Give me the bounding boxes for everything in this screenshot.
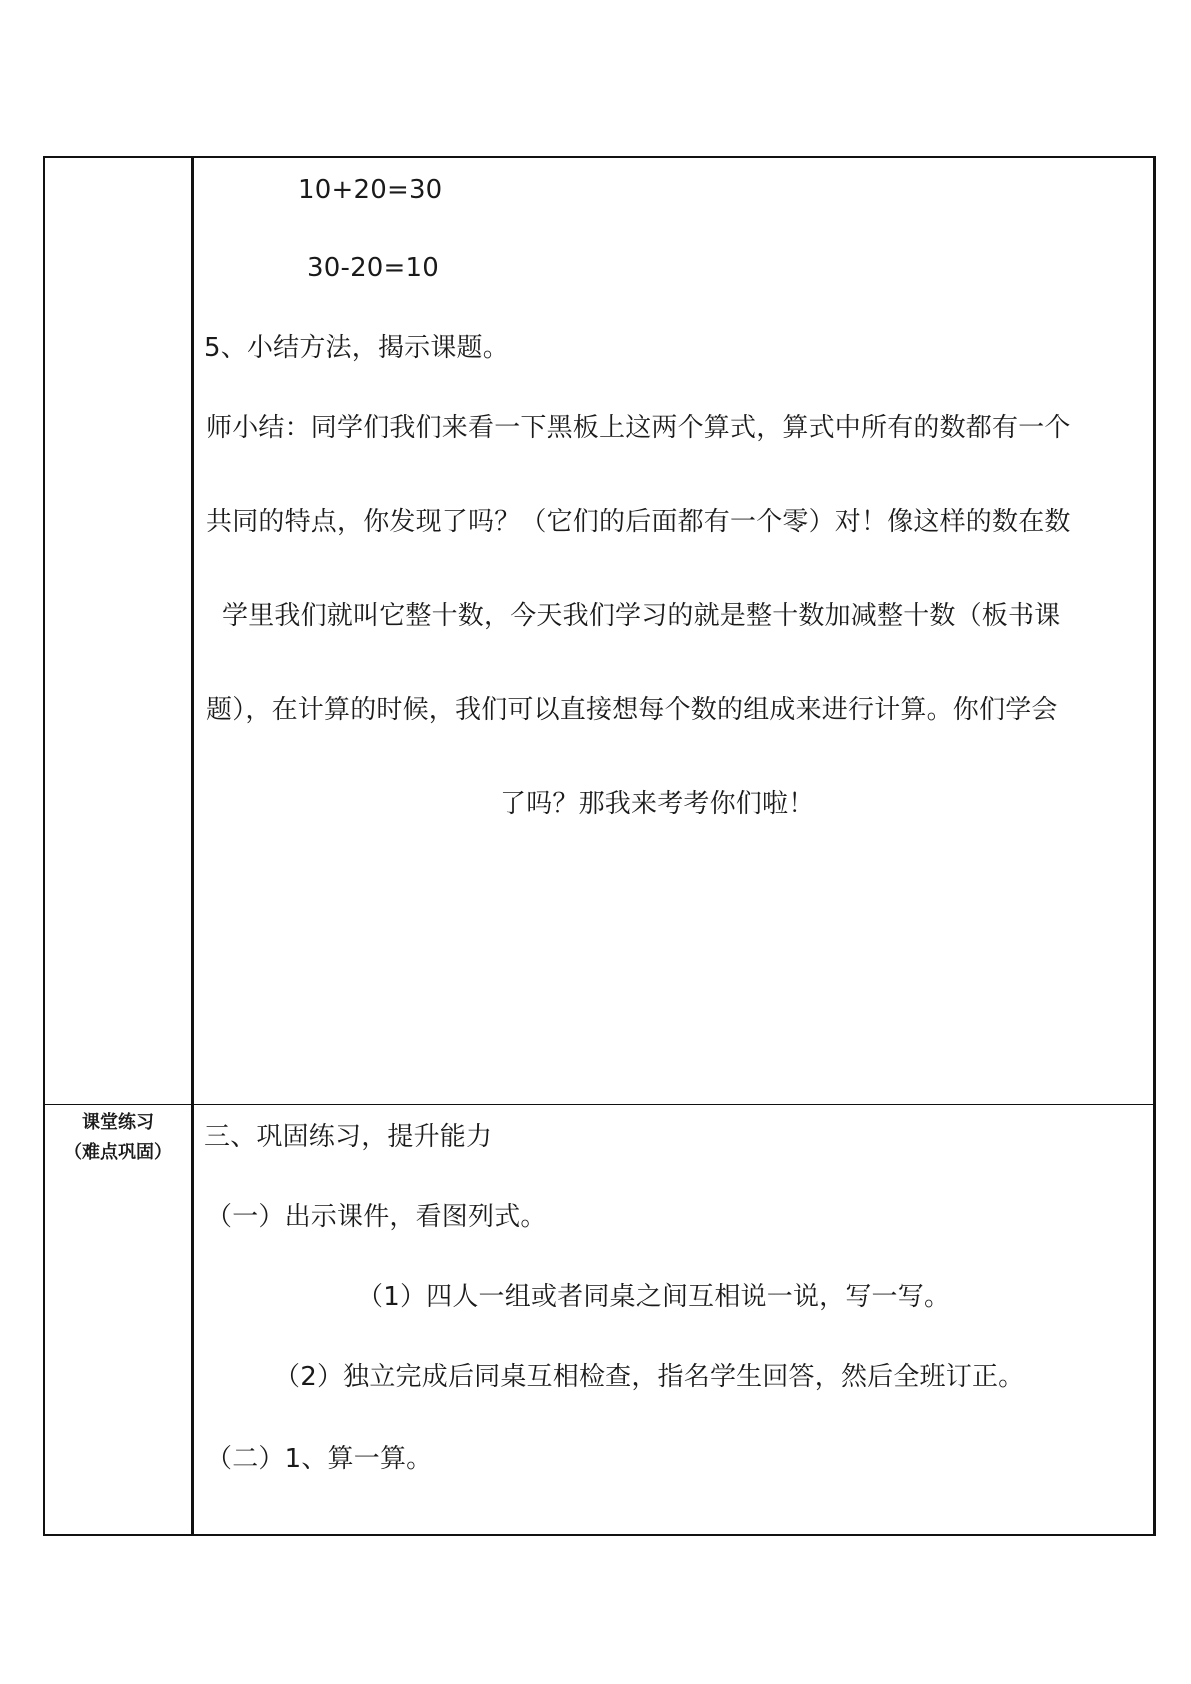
row2-label-subtitle: （难点巩固） xyxy=(64,1142,172,1163)
equation-addition: 10+20=30 xyxy=(298,175,443,205)
row1-label-cell xyxy=(44,158,192,1104)
equation-subtraction: 30-20=10 xyxy=(307,253,440,283)
row1-content-cell xyxy=(194,158,1154,1104)
step-heading: 5、小结方法，揭示课题。 xyxy=(204,333,509,363)
row2-label-title: 课堂练习 xyxy=(82,1112,154,1133)
row2-content-cell xyxy=(194,1105,1154,1534)
practice-item-2: （二）1、算一算。 xyxy=(206,1444,433,1474)
summary-line-5: 了吗？那我来考考你们啦！ xyxy=(500,789,815,819)
summary-line-3: 学里我们就叫它整十数，今天我们学习的就是整十数加减整十数（板书课 xyxy=(222,601,1061,631)
table-bottom-border xyxy=(43,1534,1156,1536)
summary-line-2: 共同的特点，你发现了吗？（它们的后面都有一个零）对！像这样的数在数 xyxy=(206,507,1071,537)
row2-label-cell xyxy=(44,1105,192,1534)
summary-line-1: 师小结：同学们我们来看一下黑板上这两个算式，算式中所有的数都有一个 xyxy=(206,413,1071,443)
summary-line-4: 题），在计算的时候，我们可以直接想每个数的组成来进行计算。你们学会 xyxy=(206,695,1058,725)
section-heading: 三、巩固练习，提升能力 xyxy=(204,1122,493,1152)
practice-subitem-2: （2）独立完成后同桌互相检查，指名学生回答，然后全班订正。 xyxy=(274,1362,1025,1392)
practice-subitem-1: （1）四人一组或者同桌之间互相说一说，写一写。 xyxy=(357,1282,951,1312)
practice-item-1: （一）出示课件，看图列式。 xyxy=(206,1202,547,1232)
